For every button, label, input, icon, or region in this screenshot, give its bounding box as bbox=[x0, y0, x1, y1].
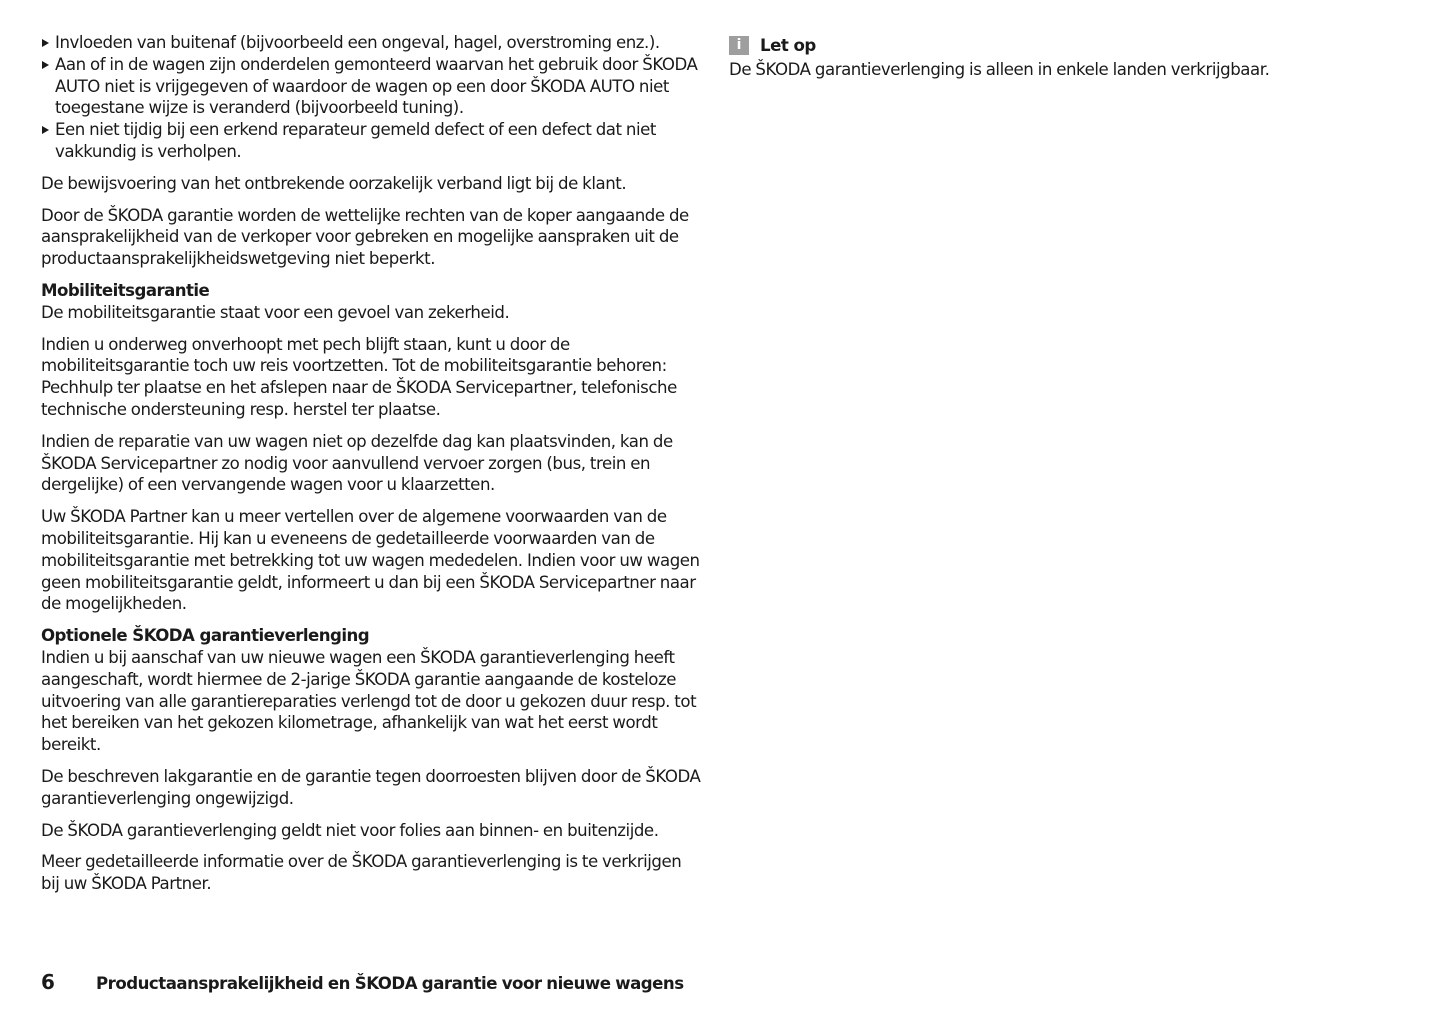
left-column bbox=[41, 32, 701, 905]
paragraph: Indien de reparatie van uw wagen niet op dezelfde dag kan plaatsvinden, kan de ŠKODA Servicepartner zo nodig voor aanvullend vervoer zorgen (bus, trein en dergelijke) of een vervangende wagen voor u klaarzetten. bbox=[41, 431, 673, 495]
note-header bbox=[729, 34, 1389, 56]
paragraph: Meer gedetailleerde informatie over de ŠKODA garantieverlenging is te verkrijgen bij uw ŠKODA Partner. bbox=[41, 852, 682, 894]
page-number: 6 bbox=[41, 970, 55, 994]
paragraph: De beschreven lakgarantie en de garantie tegen doorroesten blijven door de ŠKODA garantieverlenging ongewijzigd. bbox=[41, 766, 701, 808]
triangle-bullet-icon bbox=[42, 126, 49, 134]
bullet-text: Een niet tijdig bij een erkend reparateur gemeld defect of een defect dat niet vakkundig is verholpen. bbox=[55, 120, 656, 161]
bullet-text: Aan of in de wagen zijn onderdelen gemonteerd waarvan het gebruik door ŠKODA AUTO niet is vrijgegeven of waardoor de wagen op een door ŠKODA AUTO niet toegestane wijze is veranderd (bijvoorbeeld tuning). bbox=[55, 54, 698, 118]
note-text: De ŠKODA garantieverlenging is alleen in enkele landen verkrijgbaar. bbox=[729, 60, 1270, 79]
section-heading: Mobiliteitsgarantie bbox=[41, 280, 210, 300]
paragraph: De ŠKODA garantieverlenging geldt niet voor folies aan binnen- en buitenzijde. bbox=[41, 820, 659, 840]
paragraph: Indien u onderweg onverhoopt met pech blijft staan, kunt u door de mobiliteitsgarantie toch uw reis voortzetten. Tot de mobiliteitsgarantie behoren: Pechhulp ter plaatse en het afslepen naar de ŠKODA Servicepartner, telefonische technische ondersteuning resp. herstel ter plaatse. bbox=[41, 334, 677, 419]
note-title: Let op bbox=[760, 35, 816, 55]
page-footer bbox=[41, 970, 684, 994]
bullet-item bbox=[41, 54, 701, 119]
info-icon: i bbox=[729, 36, 749, 55]
section-mobility-guarantee bbox=[41, 280, 701, 615]
bullet-item bbox=[41, 119, 701, 163]
paragraph: Indien u bij aanschaf van uw nieuwe wagen een ŠKODA garantieverlenging heeft aangeschaft, wordt hiermee de 2-jarige ŠKODA garantie aangaande de kosteloze uitvoering van alle garantiereparaties verlengd tot de door u gekozen duur resp. tot het bereiken van het gekozen kilometrage, afhankelijk van wat het eerst wordt bereikt. bbox=[41, 647, 697, 755]
bullet-text: Invloeden van buitenaf (bijvoorbeeld een ongeval, hagel, overstroming enz.). bbox=[55, 33, 660, 52]
paragraph: Uw ŠKODA Partner kan u meer vertellen over de algemene voorwaarden van de mobiliteitsgarantie. Hij kan u eveneens de gedetailleerde voorwaarden van de mobiliteitsgarantie met betrekking tot uw wagen mededelen. Indien voor uw wagen geen mobiliteitsgarantie geldt, informeert u dan bij een ŠKODA Servicepartner naar de mogelijkheden. bbox=[41, 507, 700, 614]
paragraph-burden-of-proof: De bewijsvoering van het ontbrekende oorzakelijk verband ligt bij de klant. bbox=[41, 173, 627, 193]
paragraph: De mobiliteitsgarantie staat voor een gevoel van zekerheid. bbox=[41, 302, 510, 322]
triangle-bullet-icon bbox=[42, 39, 49, 47]
section-heading: Optionele ŠKODA garantieverlenging bbox=[41, 626, 370, 646]
running-title: Productaansprakelijkheid en ŠKODA garantie voor nieuwe wagens bbox=[96, 974, 684, 993]
bullet-list bbox=[41, 32, 701, 163]
bullet-item bbox=[41, 32, 701, 54]
right-column bbox=[729, 34, 1389, 81]
section-warranty-extension bbox=[41, 625, 701, 895]
paragraph-buyer-rights: Door de ŠKODA garantie worden de wettelijke rechten van de koper aangaande de aansprakelijkheid van de verkoper voor gebreken en mogelijke aanspraken uit de productaansprakelijkheidswetgeving niet beperkt. bbox=[41, 205, 689, 269]
note-box bbox=[729, 34, 1389, 81]
triangle-bullet-icon bbox=[42, 61, 49, 69]
